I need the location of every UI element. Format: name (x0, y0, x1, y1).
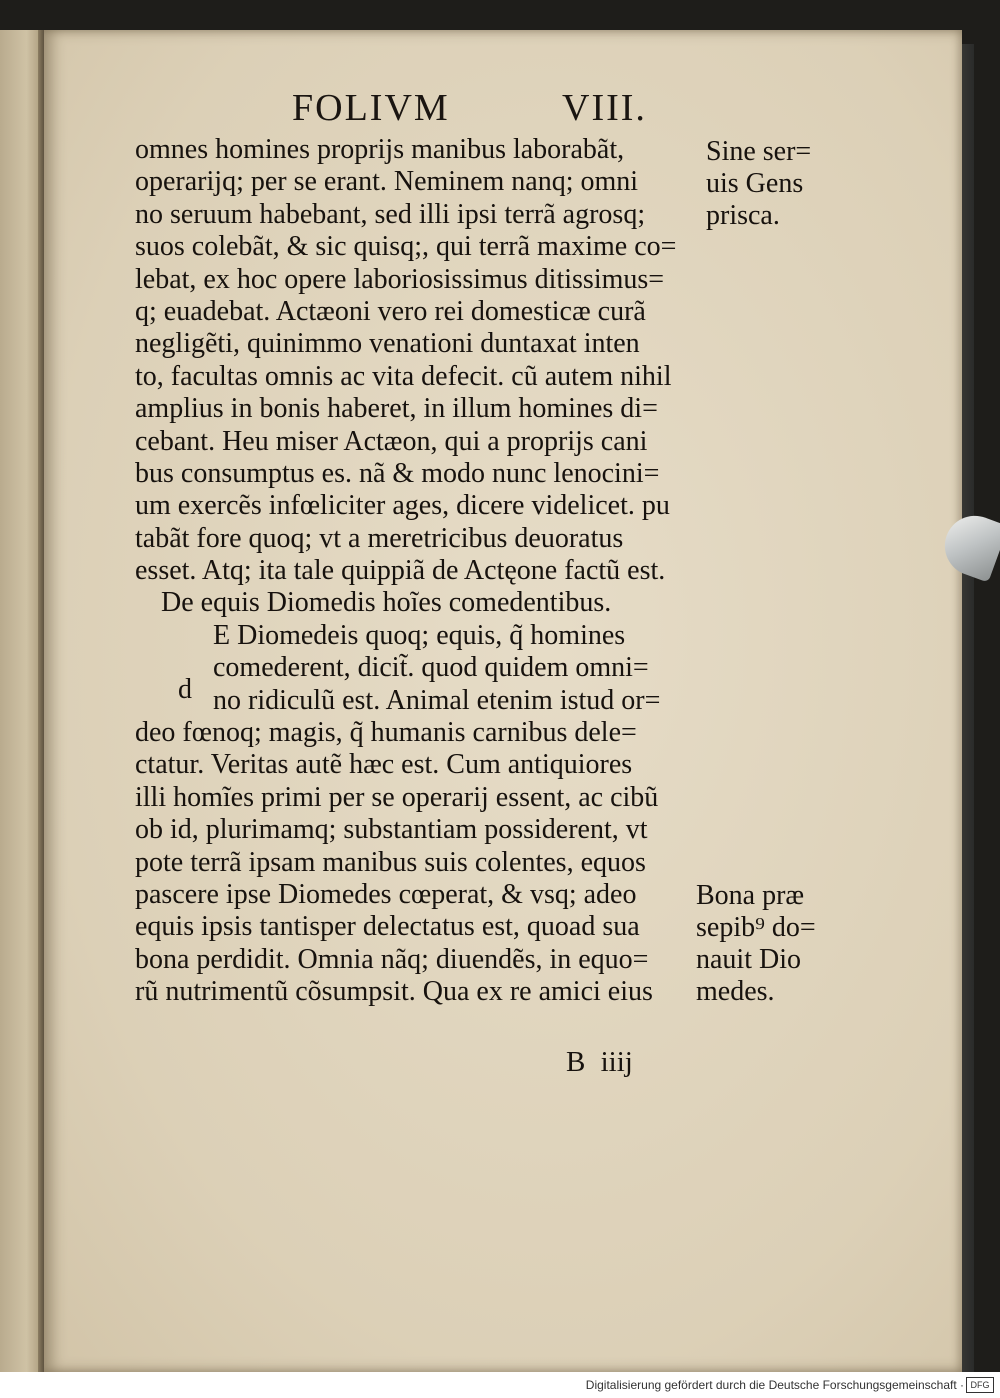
marginal-note (706, 136, 811, 232)
text-line: ctatur. Veritas autẽ hæc est. Cum antiquiores (135, 749, 633, 781)
funding-notice: Digitalisierung gefördert durch die Deutsche Forschungsgemeinschaft · (585, 1378, 964, 1392)
guide-letter: d (178, 674, 192, 705)
text-line: no seruum habebant, sed illi ipsi terrã agrosq; (135, 198, 646, 230)
text-line: cebant. Heu miser Actæon, qui a proprijs cani (135, 425, 648, 457)
text-line: operarijq; per se erant. Neminem nanq; omni (135, 166, 639, 198)
marginal-note-line: Sine ser= (706, 136, 812, 167)
text-line: rũ nutrimentũ cõsumpsit. Qua ex re amici eius (135, 976, 653, 1008)
text-line: negligẽti, quinimmo venationi duntaxat inten (135, 328, 640, 360)
footer-bar (0, 1372, 1000, 1398)
text-line: equis ipsis tantisper delectatus est, quoad sua (135, 911, 640, 943)
text-line: E Diomedeis quoq; equis, q̃ homines (213, 619, 626, 651)
text-line: um exercẽs infœliciter ages, dicere videlicet. pu (135, 490, 670, 522)
marginal-note-line: prisca. (706, 200, 780, 231)
running-header (292, 86, 647, 130)
marginal-note-line: sepib⁹ do= (696, 912, 816, 943)
text-line: ob id, plurimamq; substantiam possiderent, vt (135, 814, 648, 846)
text-line: bona perdidit. Omnia nãq; diuendẽs, in equo= (135, 943, 649, 975)
show-through-text (764, 460, 844, 560)
text-line: q; euadebat. Actæoni vero rei domesticæ curã (135, 295, 646, 327)
marginal-note (696, 880, 816, 1008)
text-line: comederent, dicit̃. quod quidem omni= (213, 652, 649, 684)
folio-number: VIII. (562, 87, 647, 129)
marginal-note-line: medes. (696, 976, 775, 1007)
text-line: suos colebãt, & sic quisq;, qui terrã maxime co= (135, 231, 677, 263)
text-line: to, facultas omnis ac vita defecit. cũ autem nihil (135, 360, 672, 392)
text-line: illi homĩes primi per se operarij essent, ac cibũ (135, 781, 659, 813)
dfg-logo-icon: DFG (966, 1377, 994, 1393)
header-title: FOLIVM (292, 87, 450, 129)
text-line: amplius in bonis haberet, in illum homines di= (135, 393, 658, 425)
marginal-note-line: nauit Dio (696, 944, 801, 975)
text-line: esset. Atq; ita tale quippiã de Actęone factũ est. (135, 555, 666, 587)
marginal-note-line: uis Gens (706, 168, 804, 199)
text-line: omnes homines proprijs manibus laborabãt, (135, 134, 625, 165)
text-line: pote terrã ipsam manibus suis colentes, equos (135, 846, 646, 878)
marginal-note-line: Bona præ (696, 880, 805, 911)
text-line: bus consumptus es. nã & modo nunc lenocini= (135, 457, 660, 489)
text-line: tabãt fore quoq; vt a meretricibus deuoratus (135, 522, 624, 554)
text-line: lebat, ex hoc opere laboriosissimus ditissimus= (135, 263, 665, 295)
text-line: pascere ipse Diomedes cœperat, & vsq; adeo (135, 878, 637, 910)
text-line: deo fœnoq; magis, q̃ humanis carnibus dele= (135, 717, 637, 749)
section-heading: De equis Diomedis hoĩes comedentibus. (161, 587, 612, 619)
text-line: no ridiculũ est. Animal etenim istud or= (213, 684, 661, 716)
main-text-block (135, 134, 695, 1009)
signature-mark: B iiij (566, 1046, 633, 1078)
